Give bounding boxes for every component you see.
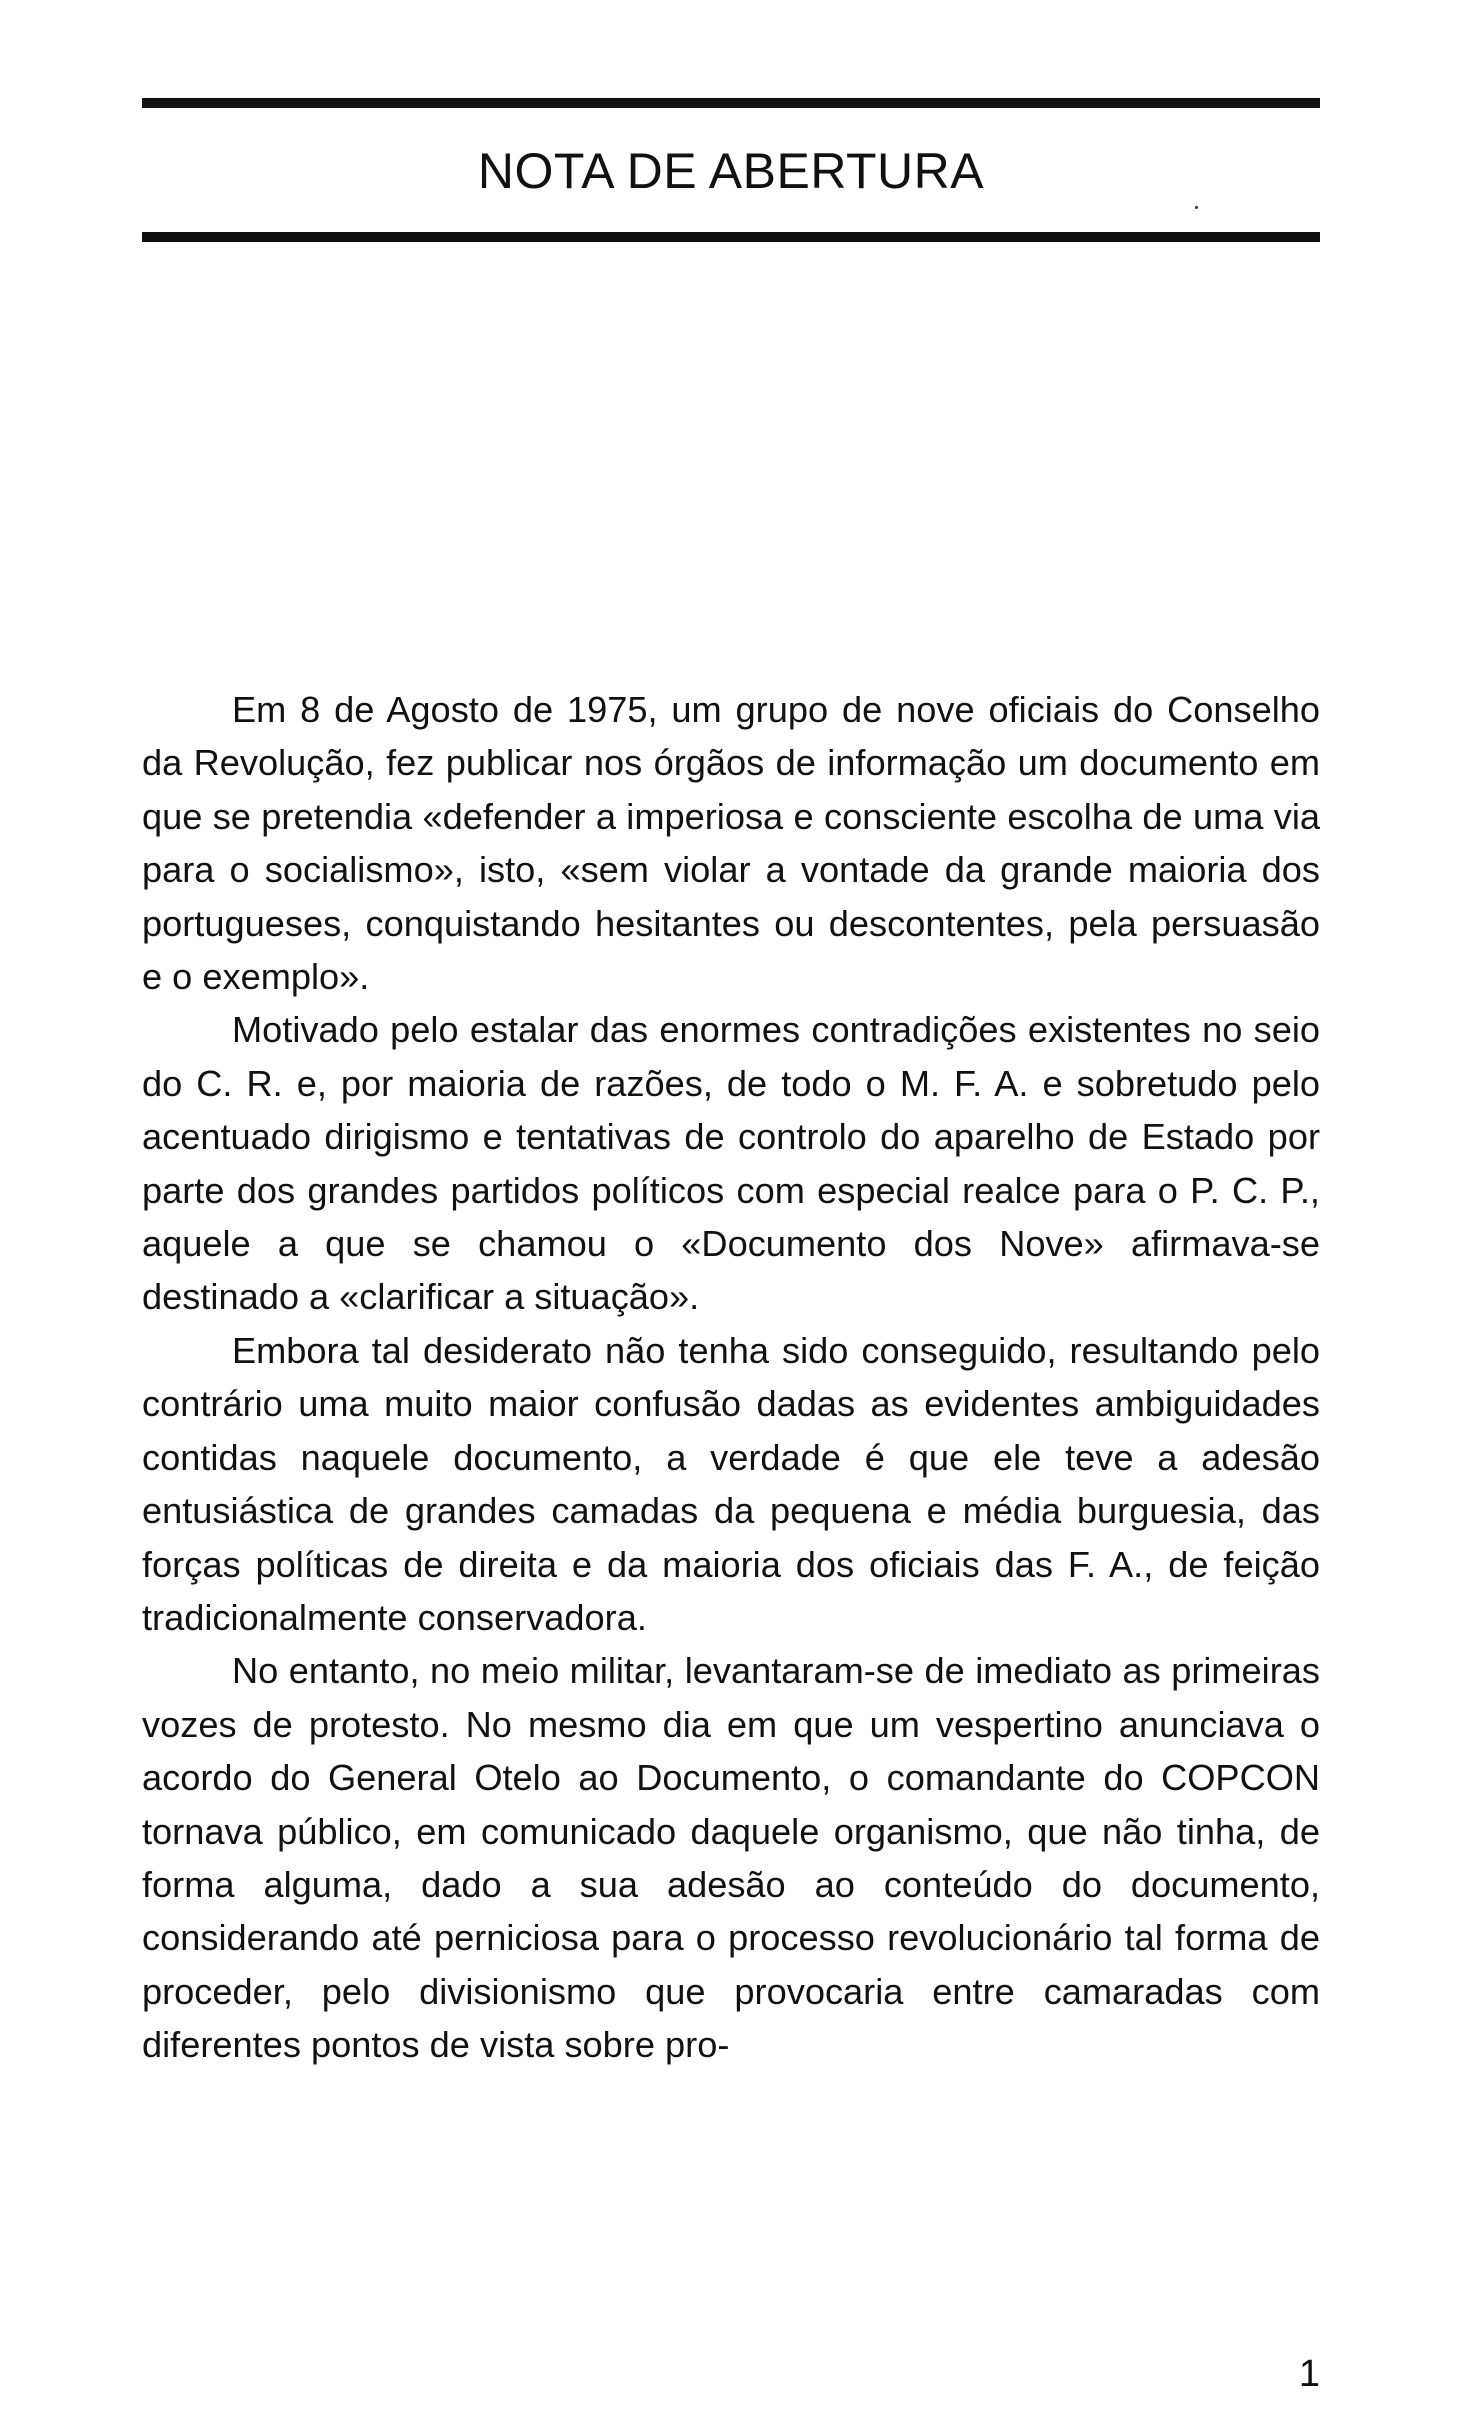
top-rule (142, 98, 1320, 108)
page-number: 1 (1298, 2353, 1320, 2395)
body-text (142, 683, 1320, 2072)
bottom-rule (142, 232, 1320, 242)
paragraph: No entanto, no meio militar, levantaram-se de imediato as primeiras vozes de protesto. No mesmo dia em que um vespertino anunciava o acordo do General Otelo ao Documento, o comandante do COPCON tornava público, em comunicado daquele organismo, que não tinha, de forma alguma, dado a sua adesão ao conteúdo do documento, considerando até perniciosa para o processo revolucionário tal forma de proceder, pelo divisionismo que provocaria entre camaradas com diferentes pontos de vista sobre pro- (142, 1650, 1320, 2066)
paragraph: Embora tal desiderato não tenha sido conseguido, resultando pelo contrário uma muito maior confusão dadas as evidentes ambiguidades contidas naquele documento, a verdade é que ele teve a adesão entusiástica de grandes camadas da pequena e média burguesia, das forças políticas de direita e da maioria dos oficiais das F. A., de feição tradicionalmente conservadora. (142, 1329, 1320, 1638)
page-title: NOTA DE ABERTURA (477, 143, 985, 199)
paragraph: Motivado pelo estalar das enormes contradições existentes no seio do C. R. e, por maioria de razões, de todo o M. F. A. e sobretudo pelo acentuado dirigismo e tentativas de controlo do aparelho de Estado por parte dos grandes partidos políticos com especial realce para o P. C. P., aquele a que se chamou o «Documento dos Nove» afirmava-se destinado a «clarificar a situação». (142, 1009, 1320, 1318)
print-speck (1195, 206, 1198, 209)
paragraph: Em 8 de Agosto de 1975, um grupo de nove oficiais do Conselho da Revolução, fez publicar nos órgãos de informação um documento em que se pretendia «defender a imperiosa e consciente escolha de uma via para o socialismo», isto, «sem violar a vontade da grande maioria dos portugueses, conquistando hesitantes ou descontentes, pela persuasão e o exemplo». (142, 689, 1320, 998)
